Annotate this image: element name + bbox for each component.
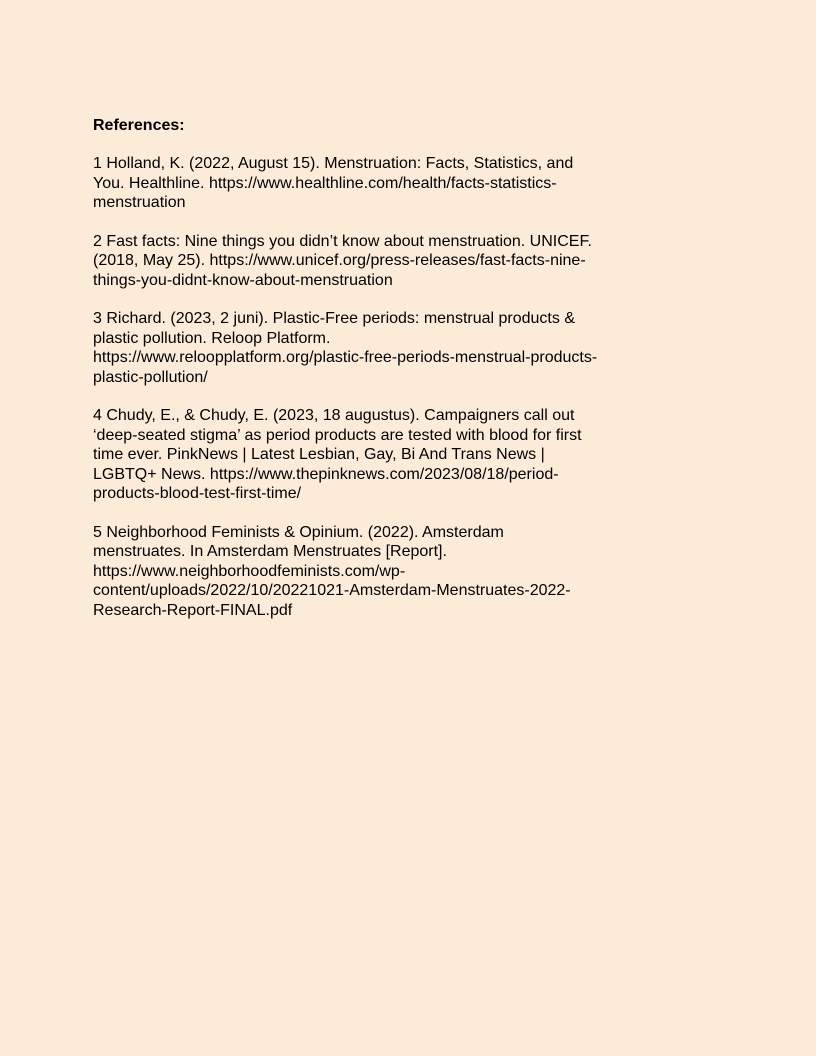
reference-item-5: 5 Neighborhood Feminists & Opinium. (2022). Amsterdam menstruates. In Amsterdam Menstruates [Report]. https://www.neighborhoodfeminists.com/wp- content/uploads/2022/10/20221021-Amsterdam-Menstruates-2022- Research-Report-FINAL.pdf (93, 523, 571, 619)
reference-item-2: 2 Fast facts: Nine things you didn’t know about menstruation. UNICEF. (2018, May 25). https://www.unicef.org/press-releases/fast-facts-nine- things-you-didnt-know-about-menstruation (93, 232, 592, 289)
reference-item-3: 3 Richard. (2023, 2 juni). Plastic-Free periods: menstrual products & plastic pollution. Reloop Platform. https://www.reloopplatform.org/plastic-free-periods-menstrual-products- plastic-pollution/ (93, 310, 598, 386)
references-list (93, 154, 693, 620)
reference-item-1: 1 Holland, K. (2022, August 15). Menstruation: Facts, Statistics, and You. Healthline. https://www.healthline.com/health/facts-statistics- menstruation (93, 155, 574, 211)
references-heading: References: (93, 117, 185, 134)
references-section (93, 116, 693, 639)
reference-item-4: 4 Chudy, E., & Chudy, E. (2023, 18 augustus). Campaigners call out ‘deep-seated stigma’ as period products are tested with blood for first time ever. PinkNews | Latest Lesbian, Gay, Bi And Trans News | LGBTQ+ News. https://www.thepinknews.com/2023/08/18/period- products-blood-test-first-time/ (93, 407, 582, 502)
